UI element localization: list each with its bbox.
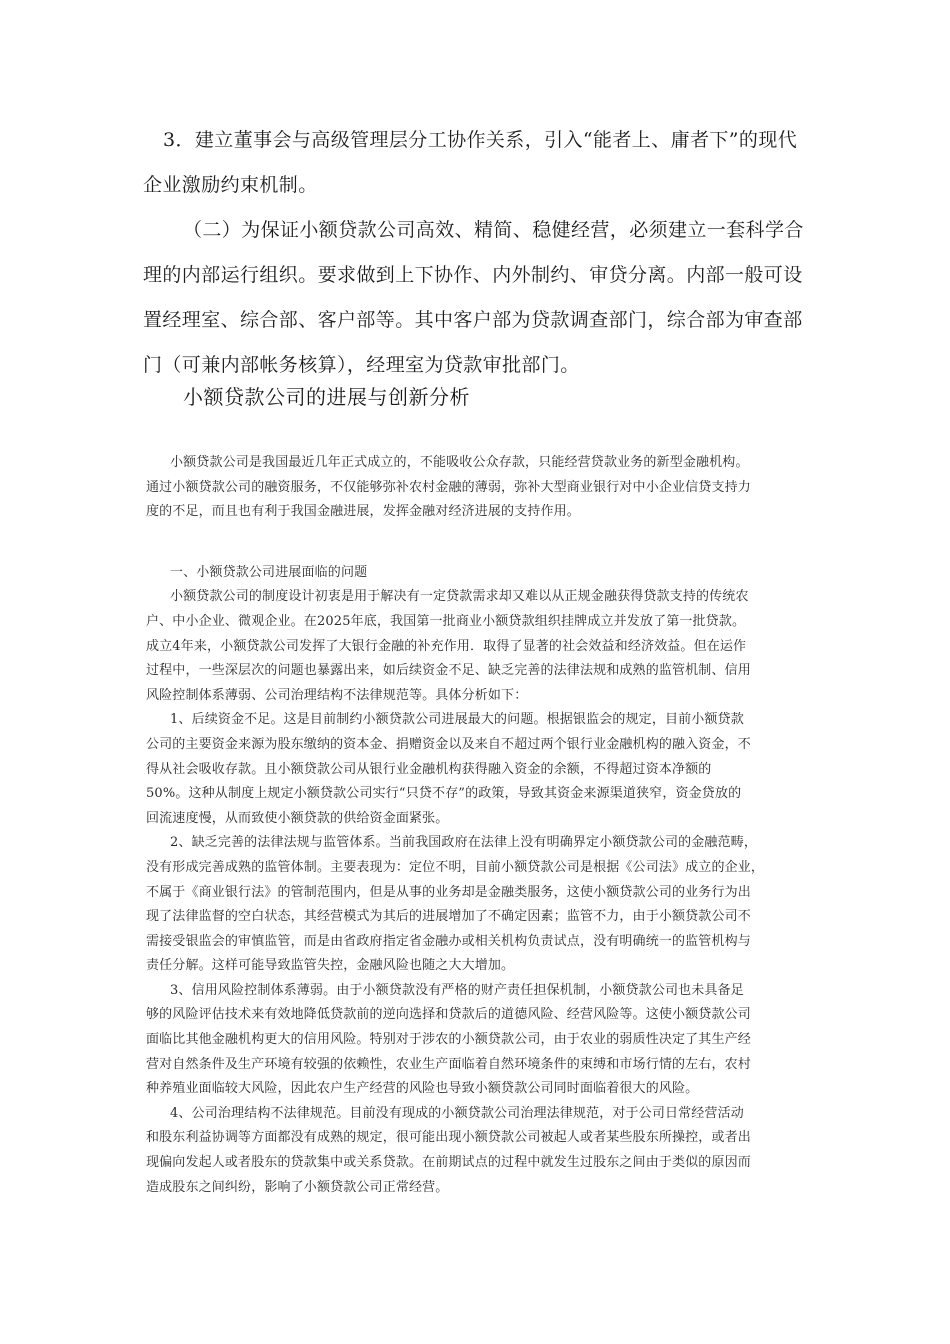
- text-line: 3．建立董事会与高级管理层分工协作关系，引入“能者上、庸者下”的现代: [163, 129, 798, 151]
- text-line: 4、公司治理结构不法律规范。目前没有现成的小额贷款公司治理法律规范，对于公司日常经营活动: [170, 1105, 744, 1121]
- text-line: 需接受银监会的审慎监管，而是由省政府指定省金融办或相关机构负责试点，没有明确统一的监管机构与: [146, 933, 751, 949]
- text-line: 够的风险评估技术来有效地降低贷款前的逆向选择和贷款后的道德风险、经营风险等。这使小额贷款公司: [146, 1007, 751, 1023]
- paragraph-spacer: [146, 525, 811, 549]
- text-line: 责任分解。这样可能导致监管失控，金融风险也随之大大增加。: [146, 958, 515, 974]
- article-title: 小额贷款公司的进展与创新分析: [183, 385, 470, 409]
- text-line: 度的不足，而且也有利于我国金融进展，发挥金融对经济进展的支持作用。: [146, 504, 580, 520]
- text-line: 门（可兼内部帐务核算），经理室为贷款审批部门。: [143, 354, 580, 376]
- text-line: 现了法律监督的空白状态，其经营模式为其后的进展增加了不确定因素；监管不力，由于小额贷款公司不: [146, 909, 751, 925]
- text-line: 风险控制体系薄弱、公司治理结构不法律规范等。具体分析如下：: [146, 687, 528, 703]
- section-heading: [146, 561, 811, 586]
- text-line: 3、信用风险控制体系薄弱。由于小额贷款没有严格的财产责任担保机制，小额贷款公司也未具备足: [170, 982, 744, 998]
- text-line: 造成股东之间纠纷，影响了小额贷款公司正常经营。: [146, 1179, 449, 1195]
- text-line: 通过小额贷款公司的融资服务，不仅能够弥补农村金融的薄弱，弥补大型商业银行对中小企业信贷支持力: [146, 479, 751, 495]
- text-line: 企业激励约束机制。: [143, 174, 318, 196]
- text-line: 不属于《商业银行法》的管制范围内，但是从事的业务却是金融类服务，这使小额贷款公司的业务行为出: [146, 884, 751, 900]
- text-line: 面临比其他金融机构更大的信用风险。特别对于涉农的小额贷款公司，由于农业的弱质性决定了其生产经: [146, 1032, 751, 1048]
- text-line: 1、后续资金不足。这是目前制约小额贷款公司进展最大的问题。根据银监会的规定，目前小额贷款: [170, 712, 744, 728]
- text-line: 过程中，一些深层次的问题也暴露出来，如后续资金不足、缺乏完善的法律法规和成熟的监管机制、信用: [146, 663, 751, 679]
- text-line: 种养殖业面临较大风险，因此农户生产经营的风险也导致小额贷款公司同时面临着很大的风险。: [146, 1081, 699, 1097]
- item-paragraph-1: [146, 708, 811, 831]
- paragraph-spacer: [146, 549, 811, 561]
- overview-paragraph: [146, 585, 811, 708]
- item-paragraph-3: [146, 979, 811, 1102]
- text-line: 50%。这种从制度上规定小额贷款公司实行“只贷不存”的政策，导致其资金来源渠道狭窄，资金贷放的: [146, 786, 742, 802]
- text-line: 置经理室、综合部、客户部等。其中客户部为贷款调查部门，综合部为审查部: [143, 309, 803, 331]
- text-line: 户、中小企业、微观企业。在2025年底，我国第一批商业小额贷款组织挂牌成立并发放了第一批贷款。: [146, 613, 746, 629]
- text-line: （二）为保证小额贷款公司高效、精简、稳健经营，必须建立一套科学合: [183, 219, 804, 241]
- text-line: 一、小额贷款公司进展面临的问题: [170, 564, 368, 580]
- article-body: [146, 451, 811, 1200]
- intro-paragraph: [146, 451, 811, 525]
- text-line: 和股东利益协调等方面都没有成熟的规定，很可能出现小额贷款公司被起人或者某些股东所操控，或者出: [146, 1130, 751, 1146]
- text-line: 小额贷款公司的制度设计初衷是用于解决有一定贷款需求却又难以从正规金融获得贷款支持的传统农: [170, 589, 749, 605]
- text-line: 现偏向发起人或者股东的贷款集中或关系贷款。在前期试点的过程中就发生过股东之间由于类似的原因而: [146, 1155, 751, 1171]
- text-line: 成立4年来，小额贷款公司发挥了大银行金融的补充作用．取得了显著的社会效益和经济效益。但在运作: [146, 638, 747, 654]
- text-line: 得从社会吸收存款。且小额贷款公司从银行业金融机构获得融入资金的余额，不得超过资本净额的: [146, 761, 712, 777]
- upper-section: [143, 118, 813, 388]
- item-paragraph-4: [146, 1102, 811, 1200]
- text-line: 营对自然条件及生产环境有较强的依赖性，农业生产面临着自然环境条件的束缚和市场行情的左右，农村: [146, 1056, 751, 1072]
- paragraph-board-management: [143, 118, 813, 208]
- paragraph-internal-organization: [143, 208, 813, 388]
- text-line: 没有形成完善成熟的监管体制。主要表现为：定位不明，目前小额贷款公司是根据《公司法》成立的企业，: [146, 859, 765, 875]
- text-line: 2、缺乏完善的法律法规与监管体系。当前我国政府在法律上没有明确界定小额贷款公司的金融范畴，: [170, 835, 758, 851]
- item-paragraph-2: [146, 831, 811, 979]
- text-line: 小额贷款公司是我国最近几年正式成立的，不能吸收公众存款，只能经营贷款业务的新型金融机构。: [170, 455, 749, 470]
- text-line: 理的内部运行组织。要求做到上下协作、内外制约、审贷分离。内部一般可设: [143, 264, 803, 286]
- text-line: 回流速度慢，从而致使小额贷款的供给资金面紧张。: [146, 810, 449, 826]
- text-line: 公司的主要资金来源为股东缴纳的资本金、捐赠资金以及来自不超过两个银行业金融机构的融入资金，不: [146, 736, 751, 752]
